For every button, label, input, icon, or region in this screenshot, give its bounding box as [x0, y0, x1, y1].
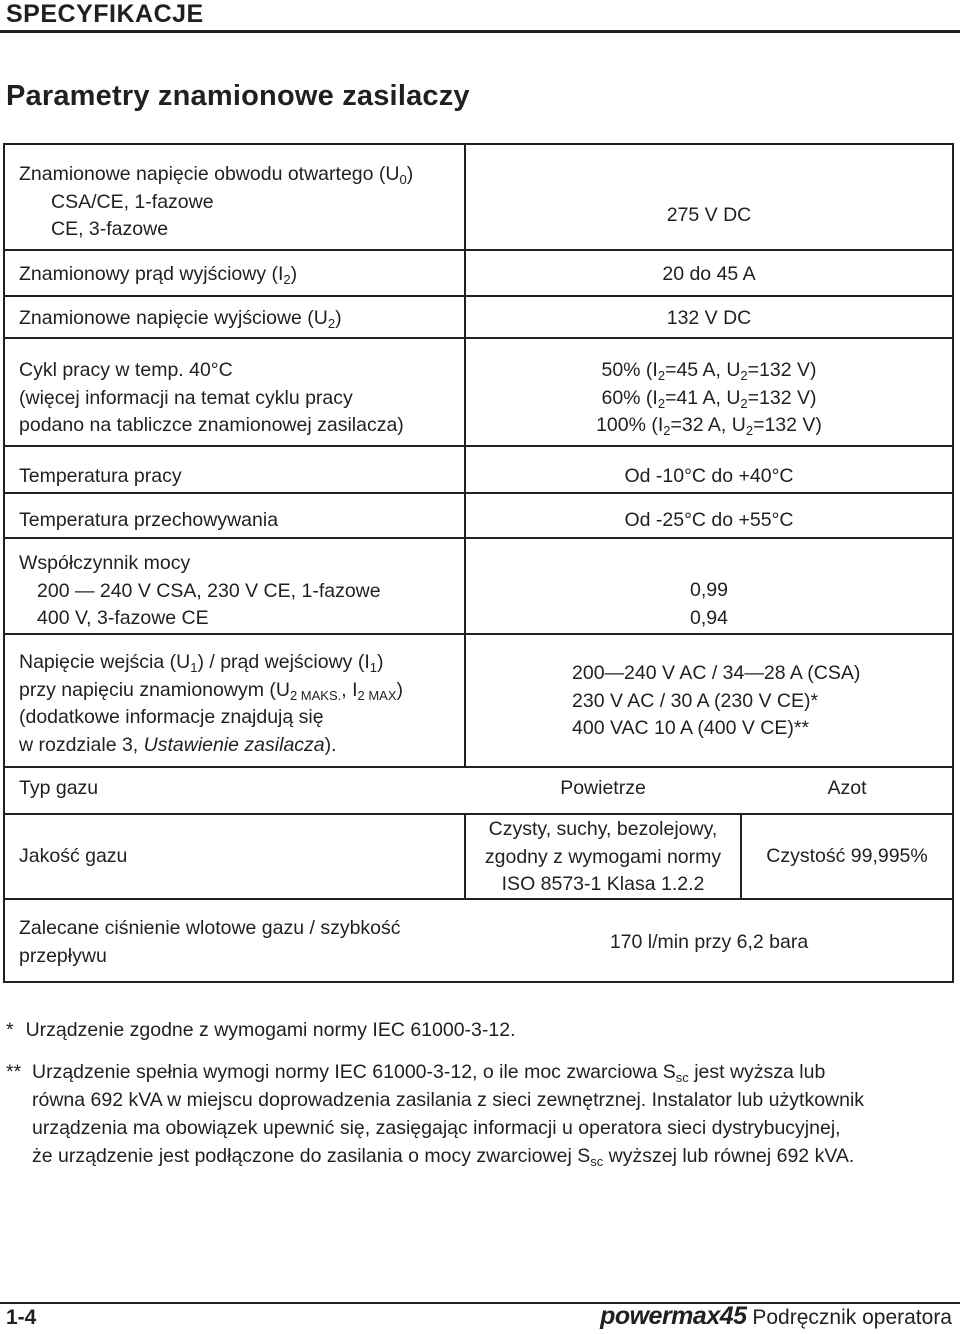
- operating-temp-value: Od -10°C do +40°C: [624, 465, 794, 487]
- row-divider: [5, 633, 952, 635]
- row-divider: [5, 337, 952, 339]
- operating-temp-label: Temperatura pracy: [19, 465, 182, 487]
- row-divider: [5, 492, 952, 494]
- output-current-value: 20 do 45 A: [662, 263, 756, 285]
- gas-type-nitrogen: Azot: [827, 777, 867, 799]
- output-voltage-label: Znamionowe napięcie wyjściowe $(U_2)$: [19, 307, 342, 331]
- page-title: Parametry znamionowe zasilaczy: [6, 80, 470, 112]
- page-number: 1-4: [6, 1306, 37, 1329]
- section-title: SPECYFIKACJE: [6, 0, 204, 28]
- footnote-2: Urządzenie spełnia wymogi normy IEC 61000-3-12, o ile moc zwarciowa $S_{sc}$ jest wyższa lub równa 692 kVA w miejscu doprowadzenia zasilania z sieci zewnętrznej. Instalator lub użytkownik urządzenia ma obowiązek upewnić się, zasięgając informacji u operatora sieci dystrybucyjnej, że urządzenie jest podłączone do zasilania o mocy zwarciowej $S_{sc}$ wyższej lub równej 692 kVA.: [32, 1061, 865, 1169]
- gas-pressure-label: Zalecane ciśnienie wlotowe gazu / szybkość przepływu: [19, 917, 401, 967]
- storage-temp-label: Temperatura przechowywania: [19, 509, 279, 531]
- gas-quality-air: Czysty, suchy, bezolejowy, zgodny z wymogami normy ISO 8573-1 Klasa 1.2.2: [484, 818, 722, 895]
- row-divider: [5, 445, 952, 447]
- column-divider: [464, 145, 466, 766]
- storage-temp-value: Od -25°C do +55°C: [624, 509, 794, 531]
- output-current-label: Znamionowy prąd wyjściowy $(I_2)$: [19, 263, 298, 287]
- gas-quality-label: Jakość gazu: [19, 845, 128, 867]
- brand-logo: powermax45: [600, 1302, 747, 1330]
- row-divider: [5, 295, 952, 297]
- duty-cycle-label: Cykl pracy w temp. 40°C (więcej informacji na temat cyklu pracy podano na tabliczce znamionowej zasilacza): [19, 359, 404, 436]
- footer-brand: [600, 1302, 952, 1331]
- output-voltage-value: 132 V DC: [666, 307, 752, 329]
- row-divider: [5, 537, 952, 539]
- row-divider: [5, 766, 952, 768]
- section-rule: [0, 30, 960, 33]
- row-divider: [5, 249, 952, 251]
- input-values: 200—240 V AC / 34—28 A (CSA) 230 V AC / 30 A (230 V CE)* 400 VAC 10 A (400 V CE)**: [572, 662, 861, 739]
- input-label: Napięcie wejścia $(U_1)$ / prąd wejściowy $(I_1)$ przy napięciu znamionowym ($U_{2 MAKS.}$, $I_{2 MAX}$) (dodatkowe informacje znajdują się w rozdziale 3, Ustawienie zasilacza).: [19, 651, 404, 756]
- power-factor-label: Współczynnik mocy 200 — 240 V CSA, 230 V CE, 1-fazowe 400 V, 3-fazowe CE: [19, 552, 381, 629]
- manual-title: Podręcznik operatora: [752, 1306, 952, 1329]
- footnote-1: * Urządzenie zgodne z wymogami normy IEC 61000-3-12.: [6, 1019, 516, 1041]
- power-factor-values: 0,99 0,94: [690, 579, 728, 629]
- footnote-2-mark: **: [6, 1061, 22, 1083]
- ocv-label: Znamionowe napięcie obwodu otwartego $(U_0)$ CSA/CE, 1-fazowe CE, 3-fazowe: [19, 163, 414, 240]
- ocv-value: 275 V DC: [666, 204, 752, 226]
- gas-quality-nitrogen: Czystość 99,995%: [766, 845, 928, 867]
- gas-type-label: Typ gazu: [19, 777, 99, 799]
- gas-type-air: Powietrze: [560, 777, 646, 799]
- spec-table: [3, 143, 954, 983]
- row-divider: [5, 813, 952, 815]
- gas-pressure-value: 170 l/min przy 6,2 bara: [609, 931, 809, 953]
- duty-cycle-values: 50% ($I_2=45$ A, $U_2=132$ V) 60% ($I_2=41$ A, $U_2=132$ V) 100% ($I_2=32$ A, $U_2=132$ V): [596, 359, 822, 438]
